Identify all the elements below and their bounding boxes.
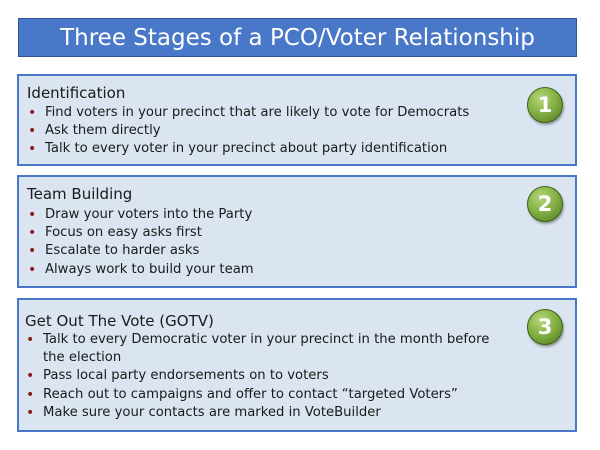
slide-title: Three Stages of a PCO/Voter Relationship	[18, 18, 577, 57]
stage-box-team-building	[17, 175, 577, 288]
stage-heading: Get Out The Vote (GOTV)	[25, 312, 214, 330]
stage-heading: Identification	[27, 84, 126, 102]
list-item: • Always work to build your team	[27, 261, 254, 279]
stage-box-gotv	[17, 298, 577, 432]
bullet-list	[27, 206, 254, 279]
bullet-list	[27, 104, 469, 159]
list-item-continuation: the election	[43, 350, 122, 366]
stage-number-badge: 2	[527, 186, 563, 222]
list-item: • Talk to every voter in your precinct about party identification	[27, 140, 469, 158]
list-item: • Draw your voters into the Party	[27, 206, 254, 224]
stage-number-badge: 1	[527, 87, 563, 123]
stage-heading: Team Building	[27, 185, 133, 203]
list-item: • Find voters in your precinct that are likely to vote for Democrats	[27, 104, 469, 122]
list-item: • Talk to every Democratic voter in your precinct in the month before	[25, 331, 489, 349]
list-item: • Escalate to harder asks	[27, 242, 254, 260]
list-item: • Make sure your contacts are marked in VoteBuilder	[25, 404, 489, 422]
list-item: • Reach out to campaigns and offer to contact “targeted Voters”	[25, 386, 489, 404]
list-item: • Focus on easy asks first	[27, 224, 254, 242]
list-item: • Pass local party endorsements on to voters	[25, 367, 489, 385]
stage-number-badge: 3	[527, 309, 563, 345]
list-item: • Ask them directly	[27, 122, 469, 140]
bullet-list	[25, 331, 489, 422]
stage-box-identification	[17, 74, 577, 166]
